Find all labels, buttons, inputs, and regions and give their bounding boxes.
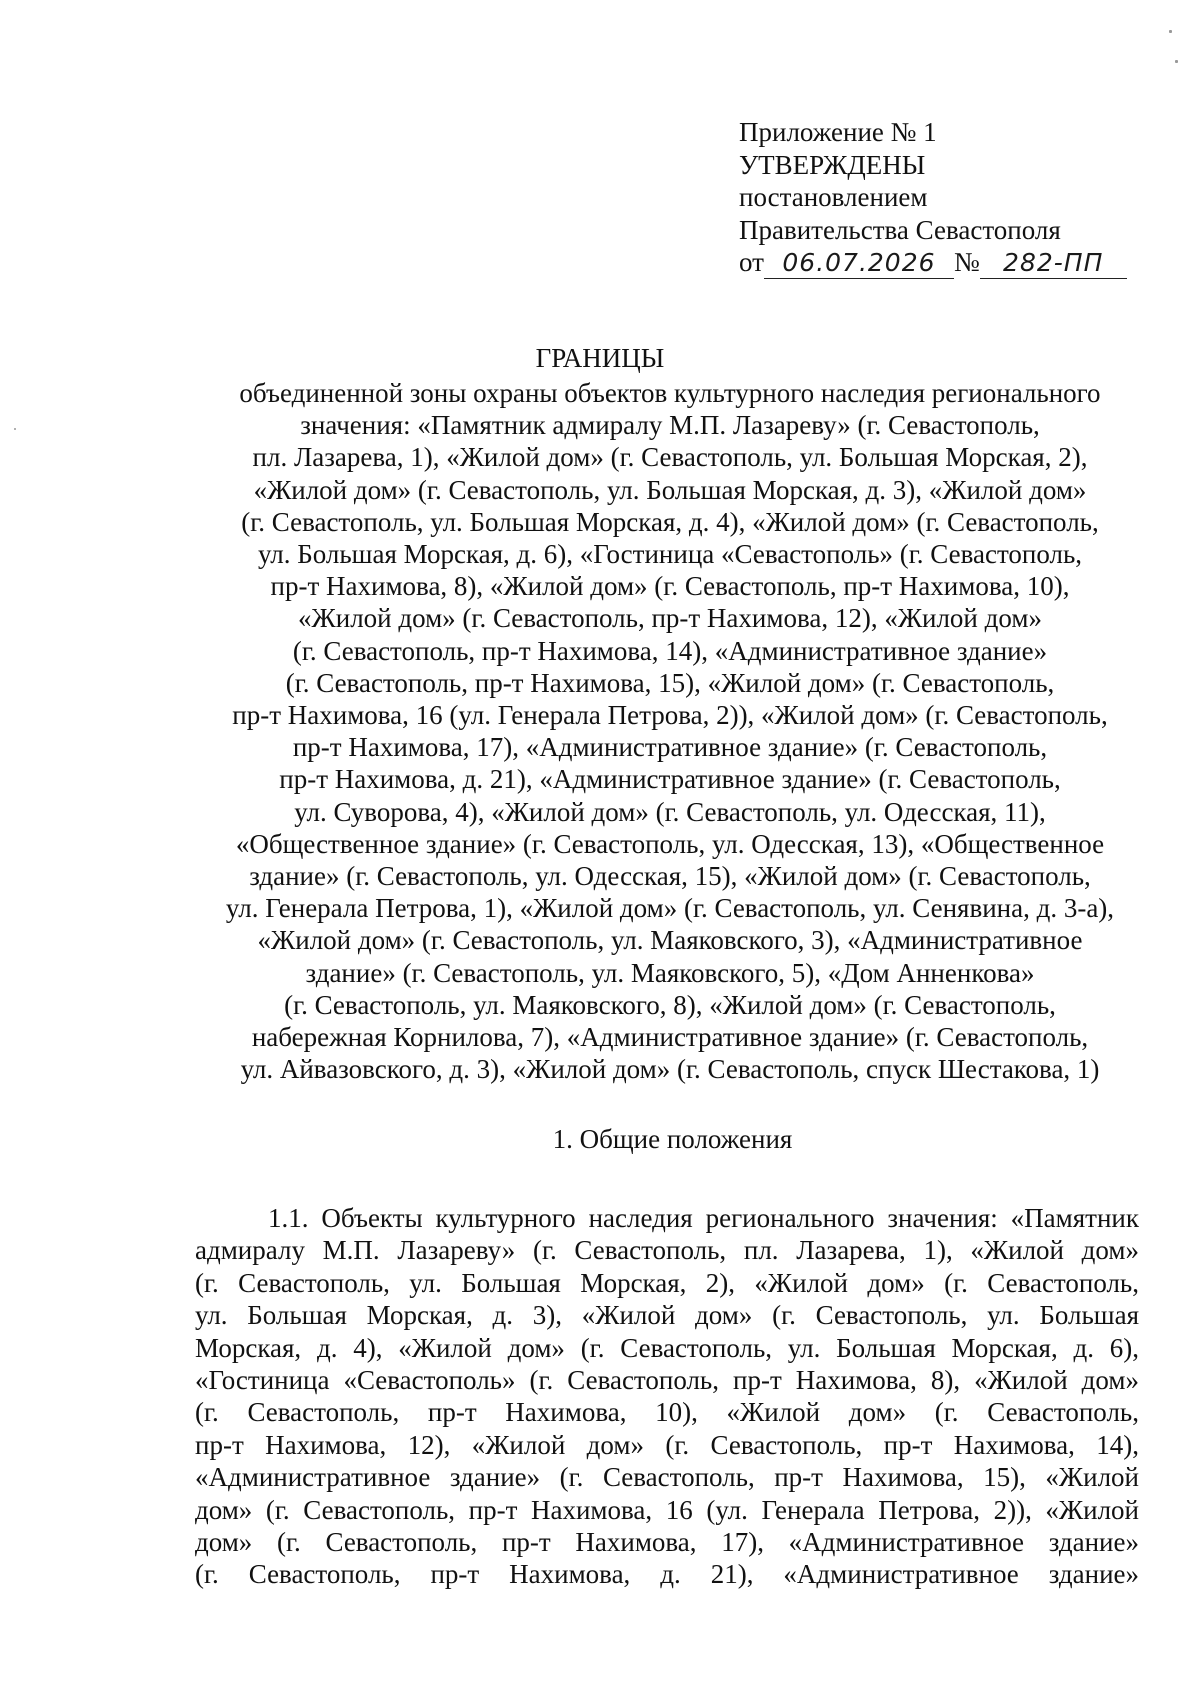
resolution-date-line [739,246,1159,279]
body-paragraph [195,1202,1139,1591]
handwritten-number: 282-ПП [980,248,1127,279]
body-line: Морская, д. 4), «Жилой дом» (г. Севастополь, ул. Большая Морская, д. 6), [195,1332,1139,1363]
body-line: (г. Севастополь, ул. Большая Морская, 2), «Жилой дом» (г. Севастополь, [195,1267,1139,1298]
body-line: дом» (г. Севастополь, пр-т Нахимова, 17), «Административное здание» [195,1527,1139,1558]
number-label: № [953,247,980,277]
subtitle-line: «Общественное здание» (г. Севастополь, ул. Одесская, 13), «Общественное [235,828,1105,859]
body-line: пр-т Нахимова, 12), «Жилой дом» (г. Севастополь, пр-т Нахимова, 14), [195,1429,1139,1460]
subtitle-line: ул. Суворова, 4), «Жилой дом» (г. Севастополь, ул. Одесская, 11), [294,796,1046,827]
body-line: (г. Севастополь, пр-т Нахимова, д. 21), «Административное здание» [195,1559,1139,1590]
approval-stamp-block [739,116,1159,279]
subtitle-line: пр-т Нахимова, 16 (ул. Генерала Петрова, 2)), «Жилой дом» (г. Севастополь, [232,700,1108,731]
approved-label: УТВЕРЖДЕНЫ [739,149,926,180]
government-label: Правительства Севастополя [739,214,1061,245]
subtitle-line: «Жилой дом» (г. Севастополь, пр-т Нахимова, 12), «Жилой дом» [298,603,1042,634]
subtitle-line: ул. Большая Морская, д. 6), «Гостиница «Севастополь» (г. Севастополь, [257,539,1083,570]
body-line: «Административное здание» (г. Севастополь, пр-т Нахимова, 15), «Жилой [195,1462,1139,1493]
subtitle-line: ул. Генерала Петрова, 1), «Жилой дом» (г. Севастополь, ул. Сенявина, д. 3-а), [225,893,1115,924]
body-line: ул. Большая Морская, д. 3), «Жилой дом» (г. Севастополь, ул. Большая [195,1300,1139,1331]
body-line: 1.1. Объекты культурного наследия регионального значения: «Памятник [268,1203,1139,1233]
subtitle-line: пл. Лазарева, 1), «Жилой дом» (г. Севастополь, ул. Большая Морская, 2), [252,442,1088,473]
scan-speck [14,428,16,430]
subtitle-line: (г. Севастополь, пр-т Нахимова, 15), «Жилой дом» (г. Севастополь, [285,667,1055,698]
subtitle-line: ул. Айвазовского, д. 3), «Жилой дом» (г. Севастополь, спуск Шестакова, 1) [240,1054,1100,1085]
subtitle-line: значения: «Памятник адмиралу М.П. Лазареву» (г. Севастополь, [300,410,1040,441]
subtitle-line: (г. Севастополь, ул. Маяковского, 8), «Жилой дом» (г. Севастополь, [284,989,1056,1020]
scan-speck [1169,30,1172,33]
subtitle-line: здание» (г. Севастополь, ул. Маяковского, 5), «Дом Анненкова» [305,957,1035,988]
document-subtitle [190,377,1150,1085]
document-title: ГРАНИЦЫ [535,343,665,373]
subtitle-line: пр-т Нахимова, 17), «Административное здание» (г. Севастополь, [292,732,1048,763]
subtitle-line: «Жилой дом» (г. Севастополь, ул. Большая Морская, д. 3), «Жилой дом» [253,474,1087,505]
body-line: «Гостиница «Севастополь» (г. Севастополь, пр-т Нахимова, 8), «Жилой дом» [195,1365,1139,1396]
body-line: адмиралу М.П. Лазареву» (г. Севастополь, пл. Лазарева, 1), «Жилой дом» [195,1235,1139,1266]
body-line: (г. Севастополь, пр-т Нахимова, 10), «Жилой дом» (г. Севастополь, [195,1397,1139,1428]
subtitle-line: объединенной зоны охраны объектов культурного наследия регионального [239,378,1101,408]
subtitle-line: (г. Севастополь, пр-т Нахимова, 14), «Административное здание» [292,635,1048,666]
section-heading: 1. Общие положения [552,1124,793,1154]
scan-speck [1175,60,1178,63]
subtitle-line: пр-т Нахимова, 8), «Жилой дом» (г. Севастополь, пр-т Нахимова, 10), [270,571,1070,602]
body-line: дом» (г. Севастополь, пр-т Нахимова, 16 (ул. Генерала Петрова, 2)), «Жилой [195,1494,1139,1525]
resolution-label: постановлением [739,182,928,212]
handwritten-date: 06.07.2026 [764,248,954,279]
subtitle-line: «Жилой дом» (г. Севастополь, ул. Маяковского, 3), «Административное [257,925,1083,956]
subtitle-line: набережная Корнилова, 7), «Административное здание» (г. Севастополь, [251,1022,1089,1053]
from-label: от [739,247,764,277]
appendix-number: Приложение № 1 [739,117,937,147]
subtitle-line: пр-т Нахимова, д. 21), «Административное здание» (г. Севастополь, [279,764,1061,795]
subtitle-line: здание» (г. Севастополь, ул. Одесская, 15), «Жилой дом» (г. Севастополь, [249,861,1091,892]
subtitle-line: (г. Севастополь, ул. Большая Морская, д. 4), «Жилой дом» (г. Севастополь, [241,506,1099,537]
